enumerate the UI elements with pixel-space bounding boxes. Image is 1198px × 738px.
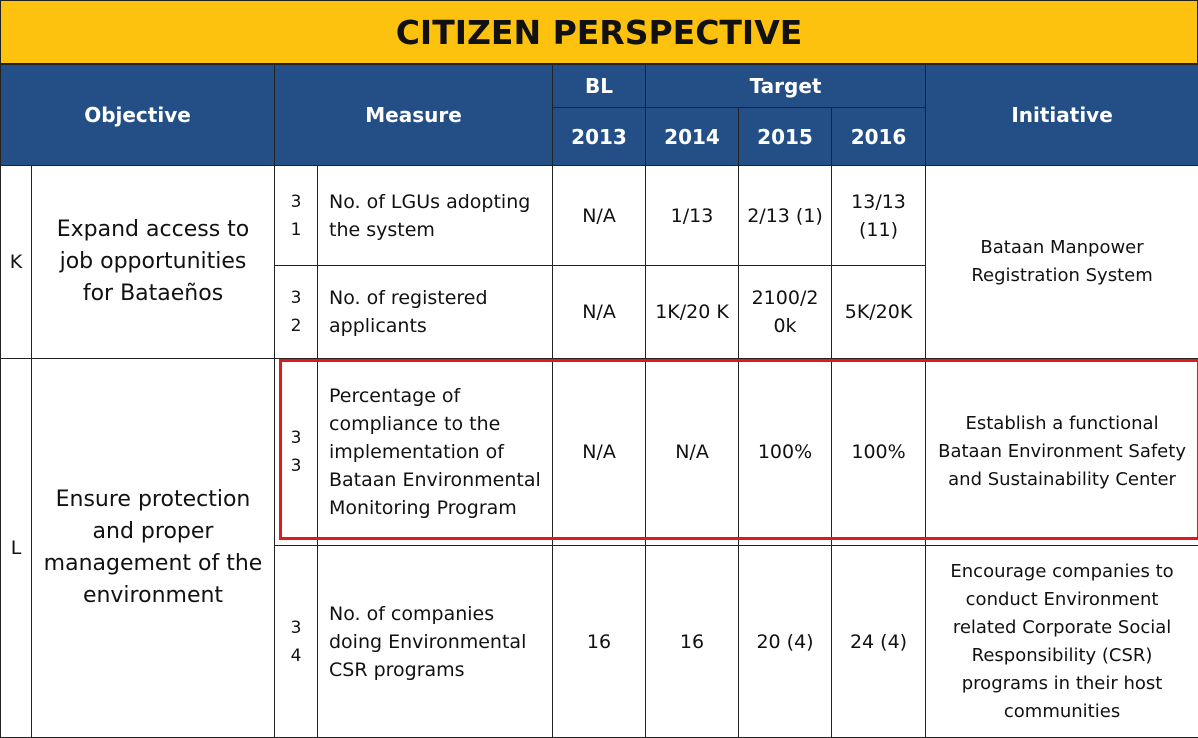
measure-number-line1: 3: [290, 428, 302, 448]
target-2014-value: 1/13: [646, 166, 739, 266]
objective-code: L: [1, 359, 32, 738]
header-bl: BL: [553, 65, 646, 108]
header-measure: Measure: [275, 65, 553, 166]
header-year-2016: 2016: [832, 108, 926, 166]
measure-number-line1: 3: [290, 617, 302, 638]
target-2014-value: 16: [646, 546, 739, 738]
measure-number-line2: 3: [290, 456, 302, 476]
bl-2013-value: N/A: [553, 266, 646, 359]
target-2016-value: 5K/20K: [832, 266, 926, 359]
header-year-2013: 2013: [553, 108, 646, 166]
initiative-text: Bataan Manpower Registration System: [926, 166, 1198, 359]
measure-text: No. of registered applicants: [318, 266, 553, 359]
header-year-2015: 2015: [739, 108, 832, 166]
header-objective: Objective: [1, 65, 275, 166]
measure-number-line2: 2: [290, 316, 302, 336]
objective-code: K: [1, 166, 32, 359]
citizen-perspective-table: [0, 64, 1198, 738]
table-row: [1, 359, 1198, 546]
measure-number: [275, 546, 318, 738]
target-2014-value: 1K/20 K: [646, 266, 739, 359]
header-target: Target: [646, 65, 926, 108]
header-row-1: [1, 65, 1198, 108]
target-2016-value: 24 (4): [832, 546, 926, 738]
initiative-text: Encourage companies to conduct Environment related Corporate Social Responsibility (CSR) programs in their host communities: [926, 546, 1198, 738]
target-2015-value: 2/13 (1): [739, 166, 832, 266]
initiative-text: Establish a functional Bataan Environment Safety and Sustainability Center: [926, 359, 1198, 546]
measure-number-line1: 3: [290, 288, 302, 308]
measure-number: [275, 166, 318, 266]
target-2014-value: N/A: [646, 359, 739, 546]
measure-text: Percentage of compliance to the implementation of Bataan Environmental Monitoring Program: [318, 359, 553, 546]
objective-text: Expand access to job opportunities for Bataeños: [32, 166, 275, 359]
target-2015-value: 2100/2 0k: [739, 266, 832, 359]
bl-2013-value: 16: [553, 546, 646, 738]
target-2016-value: 100%: [832, 359, 926, 546]
measure-number: [275, 266, 318, 359]
target-2015-value: 20 (4): [739, 546, 832, 738]
measure-number-line2: 4: [290, 645, 302, 666]
measure-text: No. of companies doing Environmental CSR programs: [318, 546, 553, 738]
bl-2013-value: N/A: [553, 166, 646, 266]
measure-number-line2: 1: [290, 219, 302, 240]
target-2016-value: 13/13 (11): [832, 166, 926, 266]
measure-number-line1: 3: [290, 191, 302, 212]
target-2015-value: 100%: [739, 359, 832, 546]
page-title: CITIZEN PERSPECTIVE: [0, 0, 1198, 64]
header-initiative: Initiative: [926, 65, 1198, 166]
objective-text: Ensure protection and proper management of the environment: [32, 359, 275, 738]
measure-text: No. of LGUs adopting the system: [318, 166, 553, 266]
table-row: [1, 166, 1198, 266]
measure-number: [275, 359, 318, 546]
bl-2013-value: N/A: [553, 359, 646, 546]
header-year-2014: 2014: [646, 108, 739, 166]
